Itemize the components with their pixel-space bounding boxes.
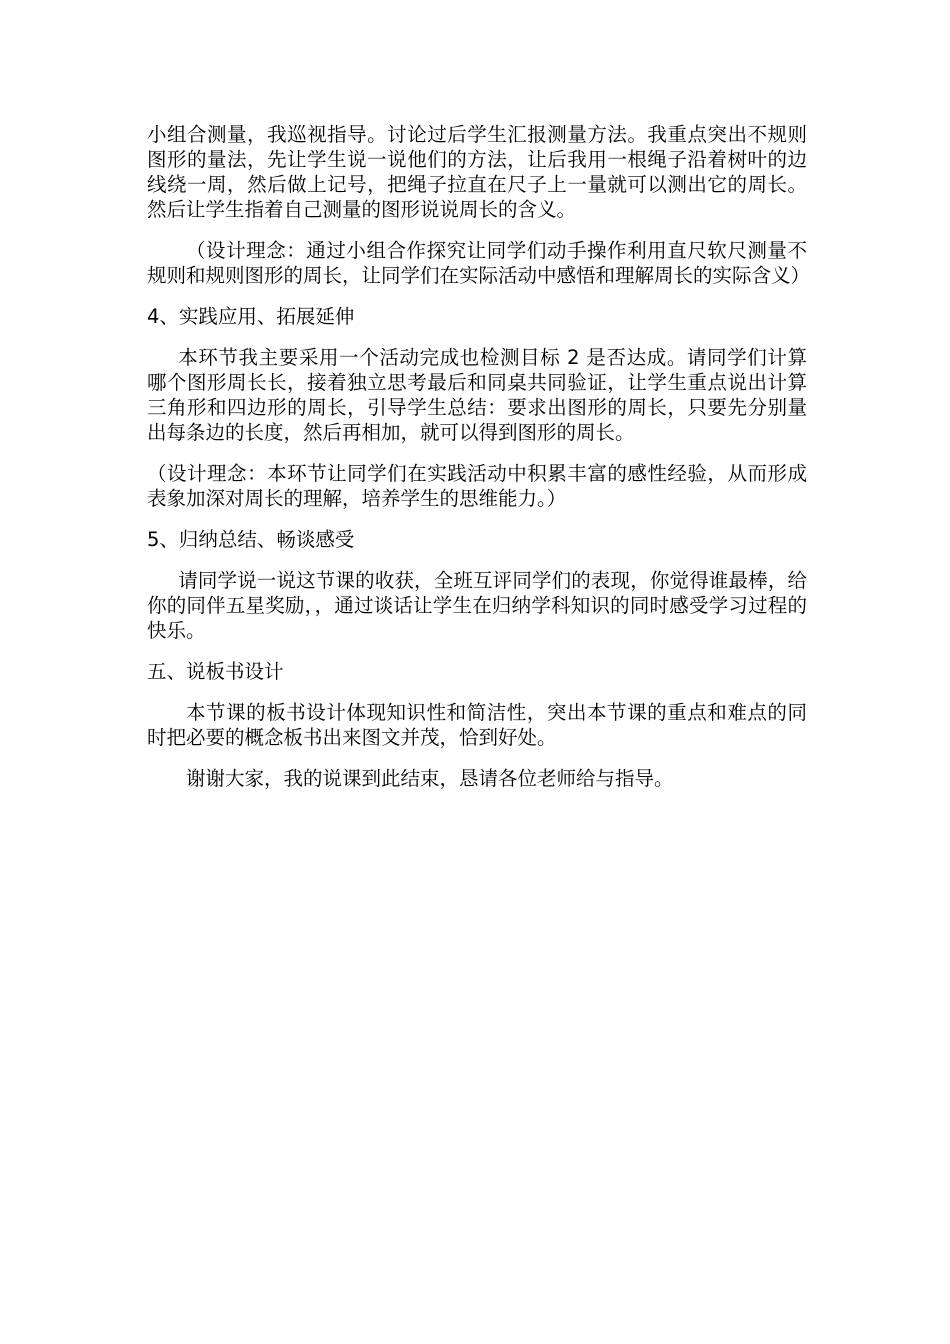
paragraph-design-idea-1: （设计理念：通过小组合作探究让同学们动手操作利用直尺软尺测量不规则和规则图形的周长，让同学们在实际活动中感悟和理解周长的实际含义）: [147, 239, 811, 287]
section-heading-4: 4、实践应用、拓展延伸: [147, 305, 355, 328]
paragraph-design-idea-2: （设计理念：本环节让同学们在实践活动中积累丰富的感性经验，从而形成表象加深对周长的理解，培养学生的思维能力。）: [147, 462, 807, 510]
paragraph-closing: 谢谢大家，我的说课到此结束，恳请各位老师给与指导。: [186, 767, 674, 790]
paragraph-practice: 本环节我主要采用一个活动完成也检测目标 2 是否达成。请同学们计算哪个图形周长长，接着独立思考最后和同桌共同验证，让学生重点说出计算三角形和四边形的周长，引导学生总结：要求出图形的周长，只要先分别量出每条边的长度，然后再相加，就可以得到图形的周长。: [147, 346, 807, 444]
section-heading-board: 五、说板书设计: [147, 660, 284, 683]
paragraph-measurement: 小组合测量，我巡视指导。讨论过后学生汇报测量方法。我重点突出不规则图形的量法，先让学生说一说他们的方法，让后我用一根绳子沿着树叶的边线绕一周，然后做上记号，把绳子拉直在尺子上一量就可以测出它的周长。然后让学生指着自己测量的图形说说周长的含义。: [147, 123, 807, 221]
section-heading-5: 5、归纳总结、畅谈感受: [147, 528, 355, 551]
document-page: [147, 122, 811, 807]
paragraph-board-design: 本节课的板书设计体现知识性和简洁性，突出本节课的重点和难点的同时把必要的概念板书出来图文并茂，恰到好处。: [147, 701, 807, 749]
paragraph-summary: 请同学说一说这节课的收获，全班互评同学们的表现，你觉得谁最棒，给你的同伴五星奖励，，通过谈话让学生在归纳学科知识的同时感受学习过程的快乐。: [147, 569, 807, 642]
